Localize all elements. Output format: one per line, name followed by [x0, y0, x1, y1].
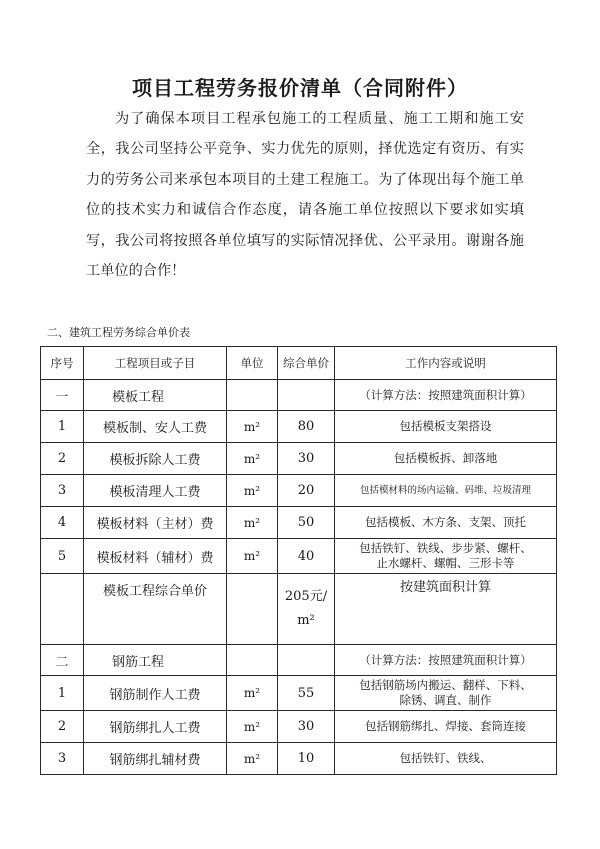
row-desc — [335, 539, 557, 574]
row-desc — [335, 676, 557, 711]
row-price: 55 — [278, 676, 335, 711]
summary-price — [278, 574, 335, 645]
summary-price-value: 205元/ — [284, 589, 328, 604]
row-no: 4 — [41, 507, 84, 539]
row-desc-line: 包括铁钉、铁线、步步紧、螺杆、 — [359, 541, 532, 555]
intro-paragraph — [86, 104, 524, 286]
row-price: 30 — [278, 443, 335, 475]
row-no: 1 — [41, 411, 84, 443]
empty-cell — [227, 380, 278, 411]
section-no: 一 — [41, 380, 84, 411]
row-unit: m² — [227, 443, 278, 475]
row-desc: 包括模材料的场内运输、码堆、垃圾清理 — [335, 475, 557, 507]
row-no: 5 — [41, 539, 84, 574]
document-title: 项目工程劳务报价清单（合同附件） — [132, 76, 468, 100]
empty-cell — [41, 574, 84, 645]
row-price: 10 — [278, 743, 335, 775]
row-desc: 包括模板、木方条、支架、顶托 — [335, 507, 557, 539]
row-unit: m² — [227, 411, 278, 443]
row-unit: m² — [227, 475, 278, 507]
row-no: 2 — [41, 711, 84, 743]
summary-row — [41, 574, 557, 645]
row-desc: 包括铁钉、铁线、 — [335, 743, 557, 775]
table-row — [41, 507, 557, 539]
price-table — [40, 346, 557, 775]
summary-price-unit: m² — [297, 613, 315, 628]
row-price: 20 — [278, 475, 335, 507]
table-row — [41, 411, 557, 443]
table-row — [41, 711, 557, 743]
row-price: 30 — [278, 711, 335, 743]
empty-cell — [278, 380, 335, 411]
row-item: 钢筋制作人工费 — [84, 676, 227, 711]
table-row — [41, 475, 557, 507]
section-name: 钢筋工程 — [84, 645, 227, 676]
row-unit: m² — [227, 711, 278, 743]
row-unit: m² — [227, 743, 278, 775]
section-note: （计算方法：按照建筑面积计算） — [335, 380, 557, 411]
row-no: 2 — [41, 443, 84, 475]
row-desc: 包括模板拆、卸落地 — [335, 443, 557, 475]
summary-label: 模板工程综合单价 — [84, 574, 227, 645]
intro-text: 为了确保本项目工程承包施工的工程质量、施工工期和施工安全，我公司坚持公平竞争、实力优先的原则，择优选定有资历、有实力的劳务公司来承包本项目的土建工程施工。为了体现出每个施工单位的技术实力和诚信合作态度，请各施工单位按照以下要求如实填写，我公司将按照各单位填写的实际情况择优、公平录用。谢谢各施工单位的合作！ — [86, 111, 524, 280]
table-row — [41, 743, 557, 775]
header-no: 序号 — [41, 347, 84, 380]
empty-cell — [227, 574, 278, 645]
row-no: 3 — [41, 743, 84, 775]
section-heading: 二、建筑工程劳务综合单价表 — [47, 326, 190, 339]
row-desc: 包括模板支架搭设 — [335, 411, 557, 443]
table-row — [41, 676, 557, 711]
row-price: 80 — [278, 411, 335, 443]
empty-cell — [278, 645, 335, 676]
row-price: 50 — [278, 507, 335, 539]
summary-desc: 按建筑面积计算 — [335, 574, 557, 645]
row-unit: m² — [227, 539, 278, 574]
section-name: 模板工程 — [84, 380, 227, 411]
row-unit: m² — [227, 676, 278, 711]
row-no: 1 — [41, 676, 84, 711]
row-item: 模板制、安人工费 — [84, 411, 227, 443]
header-item: 工程项目或子目 — [84, 347, 227, 380]
row-item: 钢筋绑扎人工费 — [84, 711, 227, 743]
row-price: 40 — [278, 539, 335, 574]
row-item: 钢筋绑扎辅材费 — [84, 743, 227, 775]
section-note: （计算方法：按照建筑面积计算） — [335, 645, 557, 676]
row-item: 模板材料（辅材）费 — [84, 539, 227, 574]
header-desc: 工作内容或说明 — [335, 347, 557, 380]
row-item: 模板清理人工费 — [84, 475, 227, 507]
table-header-row — [41, 347, 557, 380]
row-desc: 包括钢筋绑扎、焊接、套筒连接 — [335, 711, 557, 743]
row-unit: m² — [227, 507, 278, 539]
row-desc-line: 包括钢筋场内搬运、翻样、下料、 — [359, 678, 532, 692]
row-desc-line: 止水螺杆、螺帽、三形卡等 — [376, 556, 515, 570]
section-row-formwork — [41, 380, 557, 411]
row-item: 模板拆除人工费 — [84, 443, 227, 475]
section-no: 二 — [41, 645, 84, 676]
table-row — [41, 443, 557, 475]
row-no: 3 — [41, 475, 84, 507]
section-row-rebar — [41, 645, 557, 676]
header-price: 综合单价 — [278, 347, 335, 380]
table-row — [41, 539, 557, 574]
header-unit: 单位 — [227, 347, 278, 380]
empty-cell — [227, 645, 278, 676]
row-item: 模板材料（主材）费 — [84, 507, 227, 539]
row-desc-line: 除锈、调直、制作 — [399, 693, 492, 707]
